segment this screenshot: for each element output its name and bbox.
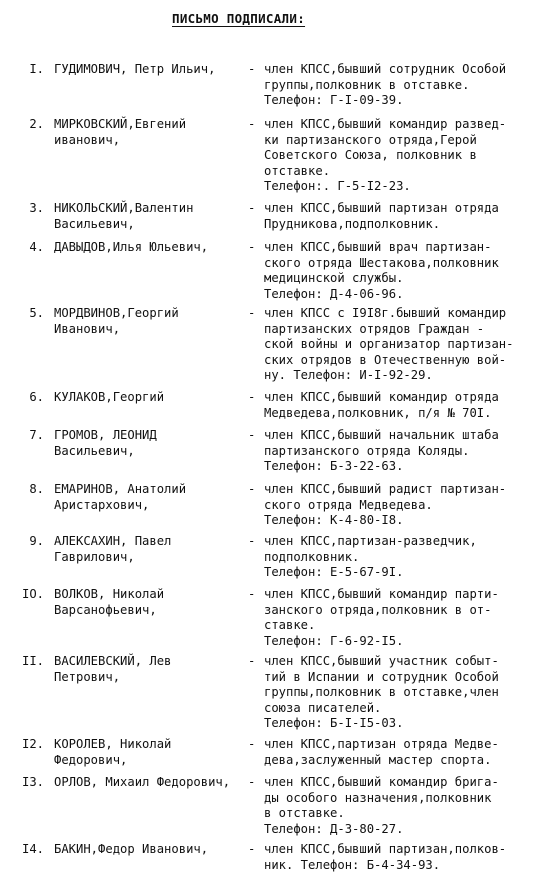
signatory-name: КОРОЛЕВ, Николай Федорович, (54, 737, 172, 767)
signatory-description: член КПСС,бывший командир развед- ки партизанского отряда,Герой Советского Союза, полковник в отставке. Телефон:. Г-5-I2-23. (264, 117, 507, 193)
signatory-description: член КПСС,бывший сотрудник Особой группы,полковник в отставке. Телефон: Г-I-09-39. (264, 62, 507, 107)
signatory-name: БАКИН,Федор Иванович, (54, 842, 209, 856)
signatory-description: член КПСС,партизан отряда Медве- дева,заслуженный мастер спорта. (264, 737, 499, 767)
signatory-description: член КПСС,партизан-разведчик, подполковник. Телефон: Е-5-67-9I. (264, 534, 477, 579)
entry-dash: - (248, 587, 256, 601)
signatory-name: ГРОМОВ, ЛЕОНИД Васильевич, (54, 428, 157, 458)
signatory-description: член КПСС с I9I8г.бывший командир партизанских отрядов Граждан - ской войны и организатор партизан- ских отрядов в Отечественную вой- ну. Телефон: И-I-92-29. (264, 306, 514, 382)
entry-dash: - (248, 117, 256, 131)
entry-dash: - (248, 775, 256, 789)
entry-number: I. (29, 62, 44, 76)
signatory-name: ЕМАРИНОВ, Анатолий Аристархович, (54, 482, 187, 512)
signatory-name: ДАВЫДОВ,Илья Юльевич, (54, 240, 209, 254)
signatory-name: ОРЛОВ, Михаил Федорович, (54, 775, 231, 789)
signatory-name: МОРДВИНОВ,Георгий Иванович, (54, 306, 179, 336)
entry-number: 3. (29, 201, 44, 215)
signatory-description: член КПСС,бывший командир брига- ды особого назначения,полковник в отставке. Телефон: Д-3-80-27. (264, 775, 499, 836)
entry-dash: - (248, 390, 256, 404)
signatory-name: ГУДИМОВИЧ, Петр Ильич, (54, 62, 216, 76)
signatory-name: ВАСИЛЕВСКИЙ, Лев Петрович, (54, 654, 172, 684)
entry-number: 4. (29, 240, 44, 254)
signatory-name: АЛЕКСАХИН, Павел Гаврилович, (54, 534, 172, 564)
signatory-description: член КПСС,бывший командир парти- занского отряда,полковник в от- ставке. Телефон: Г-6-92-I5. (264, 587, 499, 648)
signatory-description: член КПСС,бывший радист партизан- ского отряда Медведева. Телефон: К-4-80-I8. (264, 482, 507, 527)
entry-number: 9. (29, 534, 44, 548)
signatory-name: НИКОЛЬСКИЙ,Валентин Васильевич, (54, 201, 194, 231)
entry-dash: - (248, 534, 256, 548)
entry-number: I4. (21, 842, 44, 856)
entry-number: I2. (21, 737, 44, 751)
signatory-description: член КПСС,бывший начальник штаба партизанского отряда Коляды. Телефон: Б-3-22-63. (264, 428, 499, 473)
signatory-description: член КПСС,бывший командир отряда Медведева,полковник, п/я № 70I. (264, 390, 499, 420)
entry-number: I3. (21, 775, 44, 789)
entry-dash: - (248, 842, 256, 856)
entry-dash: - (248, 240, 256, 254)
entry-number: 5. (29, 306, 44, 320)
signatory-name: МИРКОВСКИЙ,Евгений иванович, (54, 117, 187, 147)
entry-number: 6. (29, 390, 44, 404)
signatory-description: член КПСС,бывший врач партизан- ского отряда Шестакова,полковник медицинской службы. Телефон: Д-4-06-96. (264, 240, 499, 301)
entry-number: 8. (29, 482, 44, 496)
signatory-description: член КПСС,бывший партизан отряда Прудникова,подполковник. (264, 201, 499, 231)
page-title: ПИСЬМО ПОДПИСАЛИ: (172, 11, 306, 26)
entry-number: IO. (21, 587, 44, 601)
signatory-name: ВОЛКОВ, Николай Варсанофьевич, (54, 587, 165, 617)
entry-dash: - (248, 201, 256, 215)
signatory-name: КУЛАКОВ,Георгий (54, 390, 165, 404)
entry-dash: - (248, 62, 256, 76)
entry-dash: - (248, 654, 256, 668)
signatory-description: член КПСС,бывший партизан,полков- ник. Телефон: Б-4-34-93. (264, 842, 507, 872)
entry-number: 7. (29, 428, 44, 442)
entry-number: II. (21, 654, 44, 668)
entry-dash: - (248, 306, 256, 320)
signatory-description: член КПСС,бывший участник событ- тий в Испании и сотрудник Особой группы,полковник в отставке,член союза писателей. Телефон: Б-I-I5-03. (264, 654, 499, 730)
entry-dash: - (248, 737, 256, 751)
entry-dash: - (248, 428, 256, 442)
entry-dash: - (248, 482, 256, 496)
entry-number: 2. (29, 117, 44, 131)
